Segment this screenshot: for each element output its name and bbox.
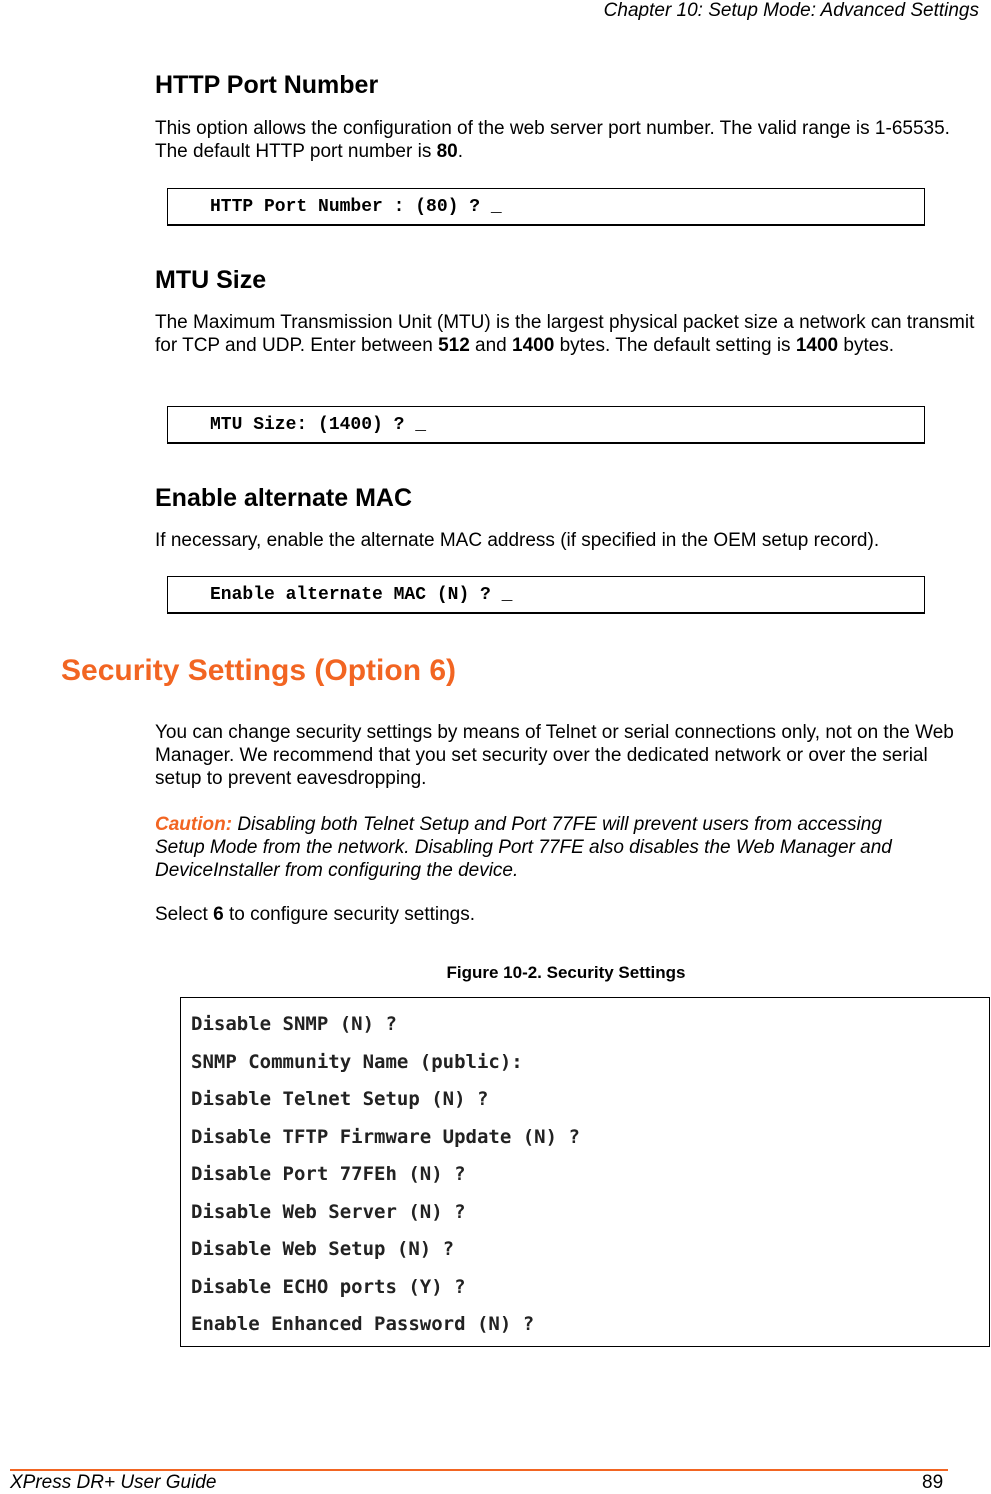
footer-title: XPress DR+ User Guide xyxy=(10,1472,217,1493)
terminal-line: Disable TFTP Firmware Update (N) ? xyxy=(191,1126,580,1148)
mtu-text-a: The Maximum Transmission Unit (MTU) is the largest physical packet size a network can transmit for TCP and UDP. Enter between xyxy=(155,312,975,356)
alternate-mac-description: If necessary, enable the alternate MAC address (if specified in the OEM setup record). xyxy=(155,530,880,551)
mtu-max: 1400 xyxy=(512,335,555,356)
mtu-text-c: bytes. The default setting is xyxy=(554,335,796,356)
terminal-line: Enable Enhanced Password (N) ? xyxy=(191,1313,535,1335)
terminal-line: Disable SNMP (N) ? xyxy=(191,1013,397,1035)
alternate-mac-code-box: Enable alternate MAC (N) ? _ xyxy=(167,576,925,614)
mtu-text-b: and xyxy=(469,335,513,356)
http-port-period: . xyxy=(457,141,464,162)
mtu-text-d: bytes. xyxy=(838,335,895,356)
http-port-heading: HTTP Port Number xyxy=(155,71,379,99)
terminal-line: Disable Web Setup (N) ? xyxy=(191,1238,455,1260)
mtu-size-description xyxy=(155,311,981,357)
http-port-text: This option allows the configuration of the web server port number. The valid range is 1-65535. The default HTTP port number is xyxy=(155,118,950,162)
select-option-number: 6 xyxy=(213,904,224,925)
mtu-min: 512 xyxy=(438,335,470,356)
footer-divider xyxy=(10,1469,948,1471)
security-settings-figure xyxy=(180,997,990,1347)
http-port-default: 80 xyxy=(436,141,458,162)
terminal-line: Disable Telnet Setup (N) ? xyxy=(191,1088,489,1110)
terminal-line: Disable Web Server (N) ? xyxy=(191,1201,466,1223)
security-description: You can change security settings by means of Telnet or serial connections only, not on the Web Manager. We recommend that you set security over the dedicated network or over the serial setup to prevent eavesdropping. xyxy=(155,722,954,789)
caution-note xyxy=(155,813,895,882)
terminal-line: Disable ECHO ports (Y) ? xyxy=(191,1276,466,1298)
select-text-a: Select xyxy=(155,904,214,925)
select-text-b: to configure security settings. xyxy=(223,904,476,925)
caution-text: Disabling both Telnet Setup and Port 77FE will prevent users from accessing Setup Mode from the network. Disabling Port 77FE also disables the Web Manager and DeviceInstaller from configuring the device. xyxy=(155,814,892,881)
figure-caption: Figure 10-2. Security Settings xyxy=(446,963,686,982)
security-settings-heading: Security Settings (Option 6) xyxy=(61,654,457,687)
mtu-size-code-box: MTU Size: (1400) ? _ xyxy=(167,406,925,444)
terminal-line: Disable Port 77FEh (N) ? xyxy=(191,1163,466,1185)
caution-label: Caution: xyxy=(155,814,233,835)
mtu-size-heading: MTU Size xyxy=(155,266,267,294)
terminal-line: SNMP Community Name (public): xyxy=(191,1051,523,1073)
chapter-header: Chapter 10: Setup Mode: Advanced Settings xyxy=(603,0,979,21)
page-number: 89 xyxy=(922,1472,944,1493)
http-port-description xyxy=(155,117,955,163)
http-port-code-box: HTTP Port Number : (80) ? _ xyxy=(167,188,925,226)
select-instruction xyxy=(155,903,981,926)
mtu-default: 1400 xyxy=(795,335,839,356)
alternate-mac-heading: Enable alternate MAC xyxy=(155,484,413,512)
